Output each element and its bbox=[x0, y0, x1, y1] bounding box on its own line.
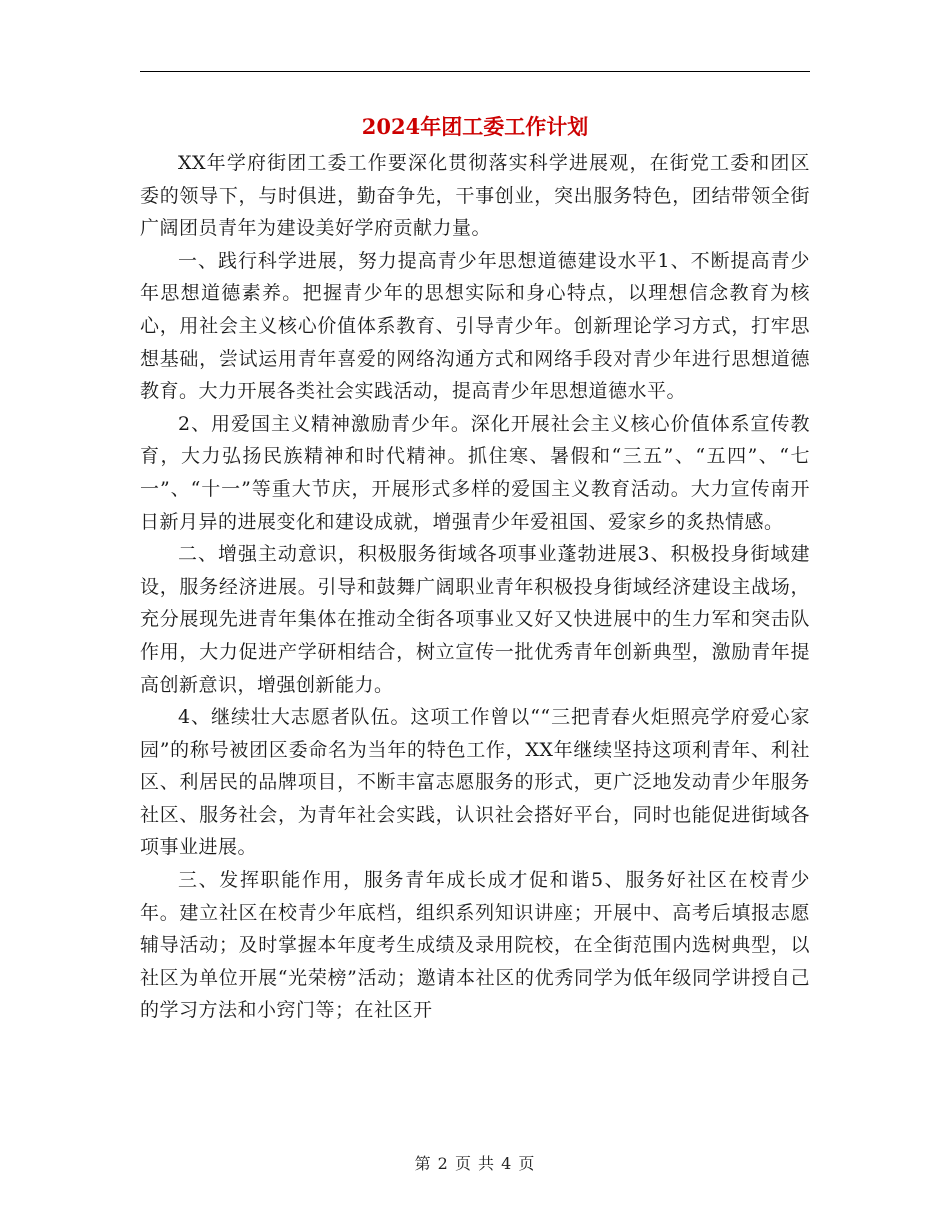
paragraph-section-3: 三、发挥职能作用，服务青年成长成才促和谐5、服务好社区在校青少年。建立社区在校青少年底档，组织系列知识讲座；开展中、高考后填报志愿辅导活动；及时掌握本年度考生成绩及录用院校，在全街范围内选树典型，以社区为单位开展“光荣榜”活动；邀请本社区的优秀同学为低年级同学讲授自己的学习方法和小窍门等；在社区开 bbox=[140, 869, 810, 1022]
document-body bbox=[140, 147, 810, 1027]
paragraph-section-2: 二、增强主动意识，积极服务街域各项事业蓬勃进展3、积极投身街域建设，服务经济进展。引导和鼓舞广阔职业青年积极投身街域经济建设主战场，充分展现先进青年集体在推动全街各项事业又好又快进展中的生力军和突击队作用，大力促进产学研相结合，树立宣传一批优秀青年创新典型，激励青年提高创新意识，增强创新能力。 bbox=[140, 543, 810, 696]
page-number-footer: 第 2 页 共 4 页 bbox=[414, 1154, 536, 1173]
paragraph-section-1: 一、践行科学进展，努力提高青少年思想道德建设水平1、不断提高青少年思想道德素养。把握青少年的思想实际和身心特点，以理想信念教育为核心，用社会主义核心价值体系教育、引导青少年。创新理论学习方式，打牢思想基础，尝试运用青年喜爱的网络沟通方式和网络手段对青少年进行思想道德教育。大力开展各类社会实践活动，提高青少年思想道德水平。 bbox=[140, 249, 810, 403]
paragraph-item-2: 2、用爱国主义精神激励青少年。深化开展社会主义核心价值体系宣传教育，大力弘扬民族精神和时代精神。抓住寒、暑假和“三五”、“五四”、“七一”、“十一”等重大节庆，开展形式多样的爱国主义教育活动。大力宣传南开日新月异的进展变化和建设成就，增强青少年爱祖国、爱家乡的炙热情感。 bbox=[140, 412, 810, 533]
paragraph-item-4: 4、继续壮大志愿者队伍。这项工作曾以““三把青春火炬照亮学府爱心家园”的称号被团区委命名为当年的特色工作，XX年继续坚持这项利青年、利社区、利居民的品牌项目，不断丰富志愿服务的形式，更广泛地发动青少年服务社区、服务社会，为青年社会实践，认识社会搭好平台，同时也能促进街域各项事业进展。 bbox=[140, 706, 810, 859]
header-rule bbox=[140, 71, 810, 72]
document-title: 2024年团工委工作计划 bbox=[361, 114, 589, 139]
paragraph-intro: XX年学府街团工委工作要深化贯彻落实科学进展观，在街党工委和团区委的领导下，与时俱进，勤奋争先，干事创业，突出服务特色，团结带领全街广阔团员青年为建设美好学府贡献力量。 bbox=[140, 152, 810, 240]
